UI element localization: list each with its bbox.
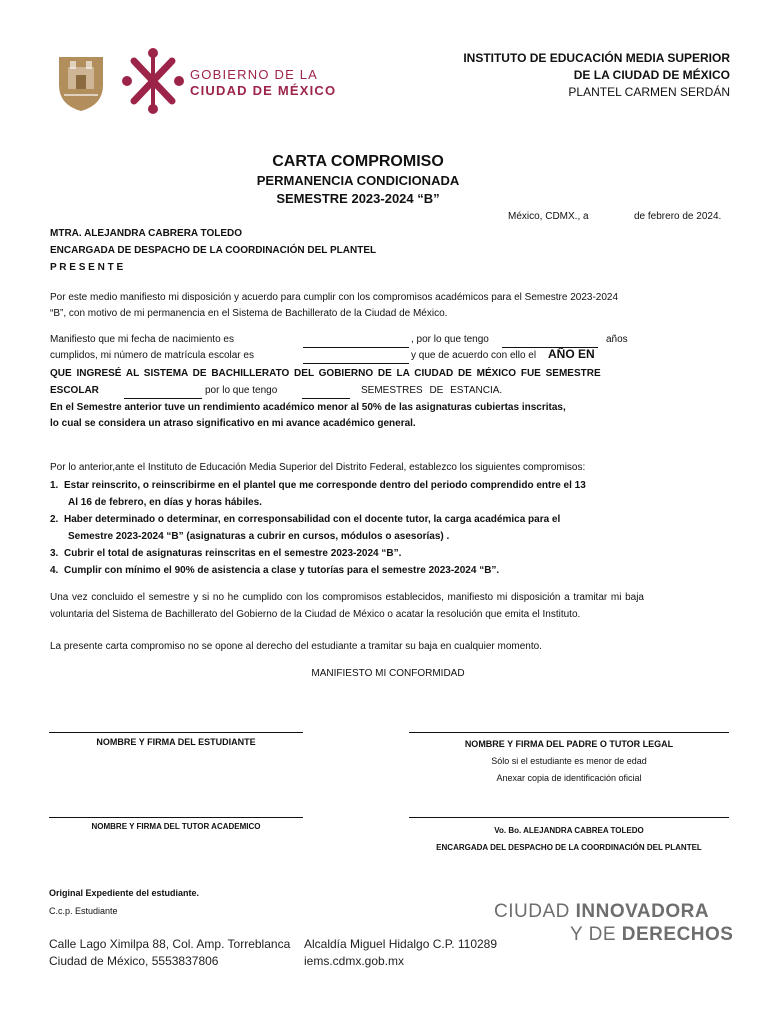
address-line-3: Alcaldía Miguel Hidalgo C.P. 110289	[304, 937, 498, 951]
form-text: SEMESTRES DE ESTANCIA.	[361, 385, 503, 396]
date-place: México, CDMX., a	[508, 211, 589, 222]
form-line-4	[50, 384, 740, 398]
form-line-6: lo cual se considera un atraso significativo en mi avance académico general.	[50, 418, 416, 429]
tutor-signature-line[interactable]	[49, 817, 303, 818]
list-item	[50, 511, 690, 545]
intro-paragraph: Por este medio manifiesto mi disposición y acuerdo para cumplir con los compromisos académicos para el Semestre 2023-2024 “B”, con motivo de mi permanencia en el Sistema de Bachillerato de la Ciudad de México.	[50, 292, 619, 319]
list-number: 3.	[50, 548, 59, 559]
closing-paragraph: Una vez concluido el semestre y si no he cumplido con los compromisos establecidos, manifiesto mi disposición a tramitar mi baja voluntaria del Sistema de Bachillerato del Gobierno de la Ciudad de México o acatar la resolución que emita el Instituto.	[50, 592, 644, 620]
ccp-note: C.c.p. Estudiante	[49, 906, 118, 916]
parent-note-1: Sólo si el estudiante es menor de edad	[491, 756, 647, 766]
form-line-3: QUE INGRESÉ AL SISTEMA DE BACHILLERATO DEL GOBIERNO DE LA CIUDAD DE MÉXICO FUE SEMESTRE	[50, 368, 601, 379]
parent-signature-line[interactable]	[409, 732, 729, 733]
commitments-intro: Por lo anterior,ante el Instituto de Educación Media Superior del Distrito Federal, establezco los siguientes compromisos:	[50, 462, 586, 473]
list-number: 1.	[50, 480, 59, 491]
list-text: Al 16 de febrero, en días y horas hábiles.	[68, 497, 262, 508]
addressee-name: MTRA. ALEJANDRA CABRERA TOLEDO	[50, 228, 243, 239]
form-text: , por lo que tengo	[411, 334, 489, 345]
parent-signature-block	[409, 736, 729, 787]
slogan-text: CIUDAD	[494, 901, 576, 922]
form-text: por lo que tengo	[205, 385, 278, 396]
form-text: ESCOLAR	[50, 385, 99, 396]
addressee-role: ENCARGADA DE DESPACHO DE LA COORDINACIÓN DEL PLANTEL	[50, 245, 377, 256]
list-item	[50, 545, 690, 562]
parent-signature-label: NOMBRE Y FIRMA DEL PADRE O TUTOR LEGAL	[464, 739, 674, 749]
address-line-2: Ciudad de México, 5553837806	[49, 954, 219, 968]
cdmx-logo	[122, 47, 184, 115]
semesters-count-blank[interactable]	[302, 386, 350, 399]
page-subtitle-2: SEMESTRE 2023-2024 “B”	[276, 191, 440, 206]
vobo-role: ENCARGADA DEL DESPACHO DE LA COORDINACIÓN DEL PLANTEL	[436, 843, 702, 852]
vobo-signature-block	[409, 822, 729, 856]
form-line-2	[50, 349, 740, 363]
gov-name-logo	[190, 67, 336, 99]
form-line-1	[50, 333, 740, 347]
page-subtitle-1: PERMANENCIA CONDICIONADA	[256, 173, 460, 188]
date-rest: de febrero de 2024.	[634, 211, 722, 222]
gov-name-line2: CIUDAD DE MÉXICO	[190, 83, 337, 98]
list-text: Semestre 2023-2024 “B” (asignaturas a cubrir en cursos, módulos o asesorías) .	[68, 531, 450, 542]
addressee-presente: P R E S E N T E	[50, 262, 124, 273]
list-text: Cubrir el total de asignaturas reinscritas en el semestre 2023-2024 “B”.	[64, 548, 402, 559]
institute-header	[463, 50, 730, 101]
list-text: Estar reinscrito, o reinscribirme en el plantel que me corresponde dentro del periodo comprendido entre el 13	[64, 480, 586, 491]
institute-line2: DE LA CIUDAD DE MÉXICO	[573, 68, 730, 82]
date-line	[508, 210, 738, 224]
list-item	[50, 477, 690, 511]
tutor-signature-label: NOMBRE Y FIRMA DEL TUTOR ACADEMICO	[91, 822, 261, 831]
parent-note-2: Anexar copia de identificación oficial	[496, 773, 642, 783]
list-text: Cumplir con mínimo el 90% de asistencia a clase y tutorías para el semestre 2023-2024 “B”.	[64, 565, 500, 576]
vobo-label: Vo. Bo. ALEJANDRA CABREA TOLEDO	[494, 826, 644, 835]
matricula-blank[interactable]	[303, 351, 409, 364]
list-number: 4.	[50, 565, 59, 576]
birthdate-blank[interactable]	[303, 335, 409, 348]
original-note: Original Expediente del estudiante.	[49, 888, 200, 898]
list-text: Haber determinado o determinar, en corresponsabilidad con el docente tutor, la carga académica para el	[64, 514, 561, 525]
semester-blank[interactable]	[124, 386, 202, 399]
city-shield-logo	[56, 55, 106, 112]
gov-name-line1: GOBIERNO DE LA	[190, 67, 319, 82]
plantel-name: PLANTEL CARMEN SERDÁN	[568, 85, 730, 99]
form-text: cumplidos, mi número de matrícula escolar es	[50, 350, 254, 361]
form-text: y que de acuerdo con ello el	[411, 350, 537, 361]
form-text: AÑO EN	[548, 347, 595, 361]
form-line-5: En el Semestre anterior tuve un rendimiento académico menor al 50% de las asignaturas cubiertas inscritas,	[50, 402, 566, 413]
address-line-4: iems.cdmx.gob.mx	[304, 954, 405, 968]
form-text: años	[606, 334, 628, 345]
commitments-list	[50, 477, 690, 579]
vobo-signature-line[interactable]	[409, 817, 729, 818]
footer-address-right	[304, 936, 497, 970]
footer-address-left	[49, 936, 290, 970]
slogan-text: DERECHOS	[621, 924, 734, 945]
address-line-1: Calle Lago Ximilpa 88, Col. Amp. Torreblanca	[49, 937, 291, 951]
form-text: Manifiesto que mi fecha de nacimiento es	[50, 334, 234, 345]
slogan-text: INNOVADORA	[575, 901, 710, 922]
student-signature-label: NOMBRE Y FIRMA DEL ESTUDIANTE	[96, 737, 256, 747]
closing-note: La presente carta compromiso no se opone al derecho del estudiante a tramitar su baja en cualquier momento.	[50, 641, 542, 652]
page-title: CARTA COMPROMISO	[272, 153, 444, 170]
conformity-label: MANIFIESTO MI CONFORMIDAD	[311, 668, 465, 679]
list-item	[50, 562, 690, 579]
title-block	[0, 152, 716, 208]
slogan-text: Y DE	[570, 924, 622, 945]
list-number: 2.	[50, 514, 59, 525]
slogan-logo	[494, 900, 733, 946]
institute-line1: INSTITUTO DE EDUCACIÓN MEDIA SUPERIOR	[463, 51, 730, 65]
student-signature-line[interactable]	[49, 732, 303, 733]
addressee	[50, 225, 376, 276]
